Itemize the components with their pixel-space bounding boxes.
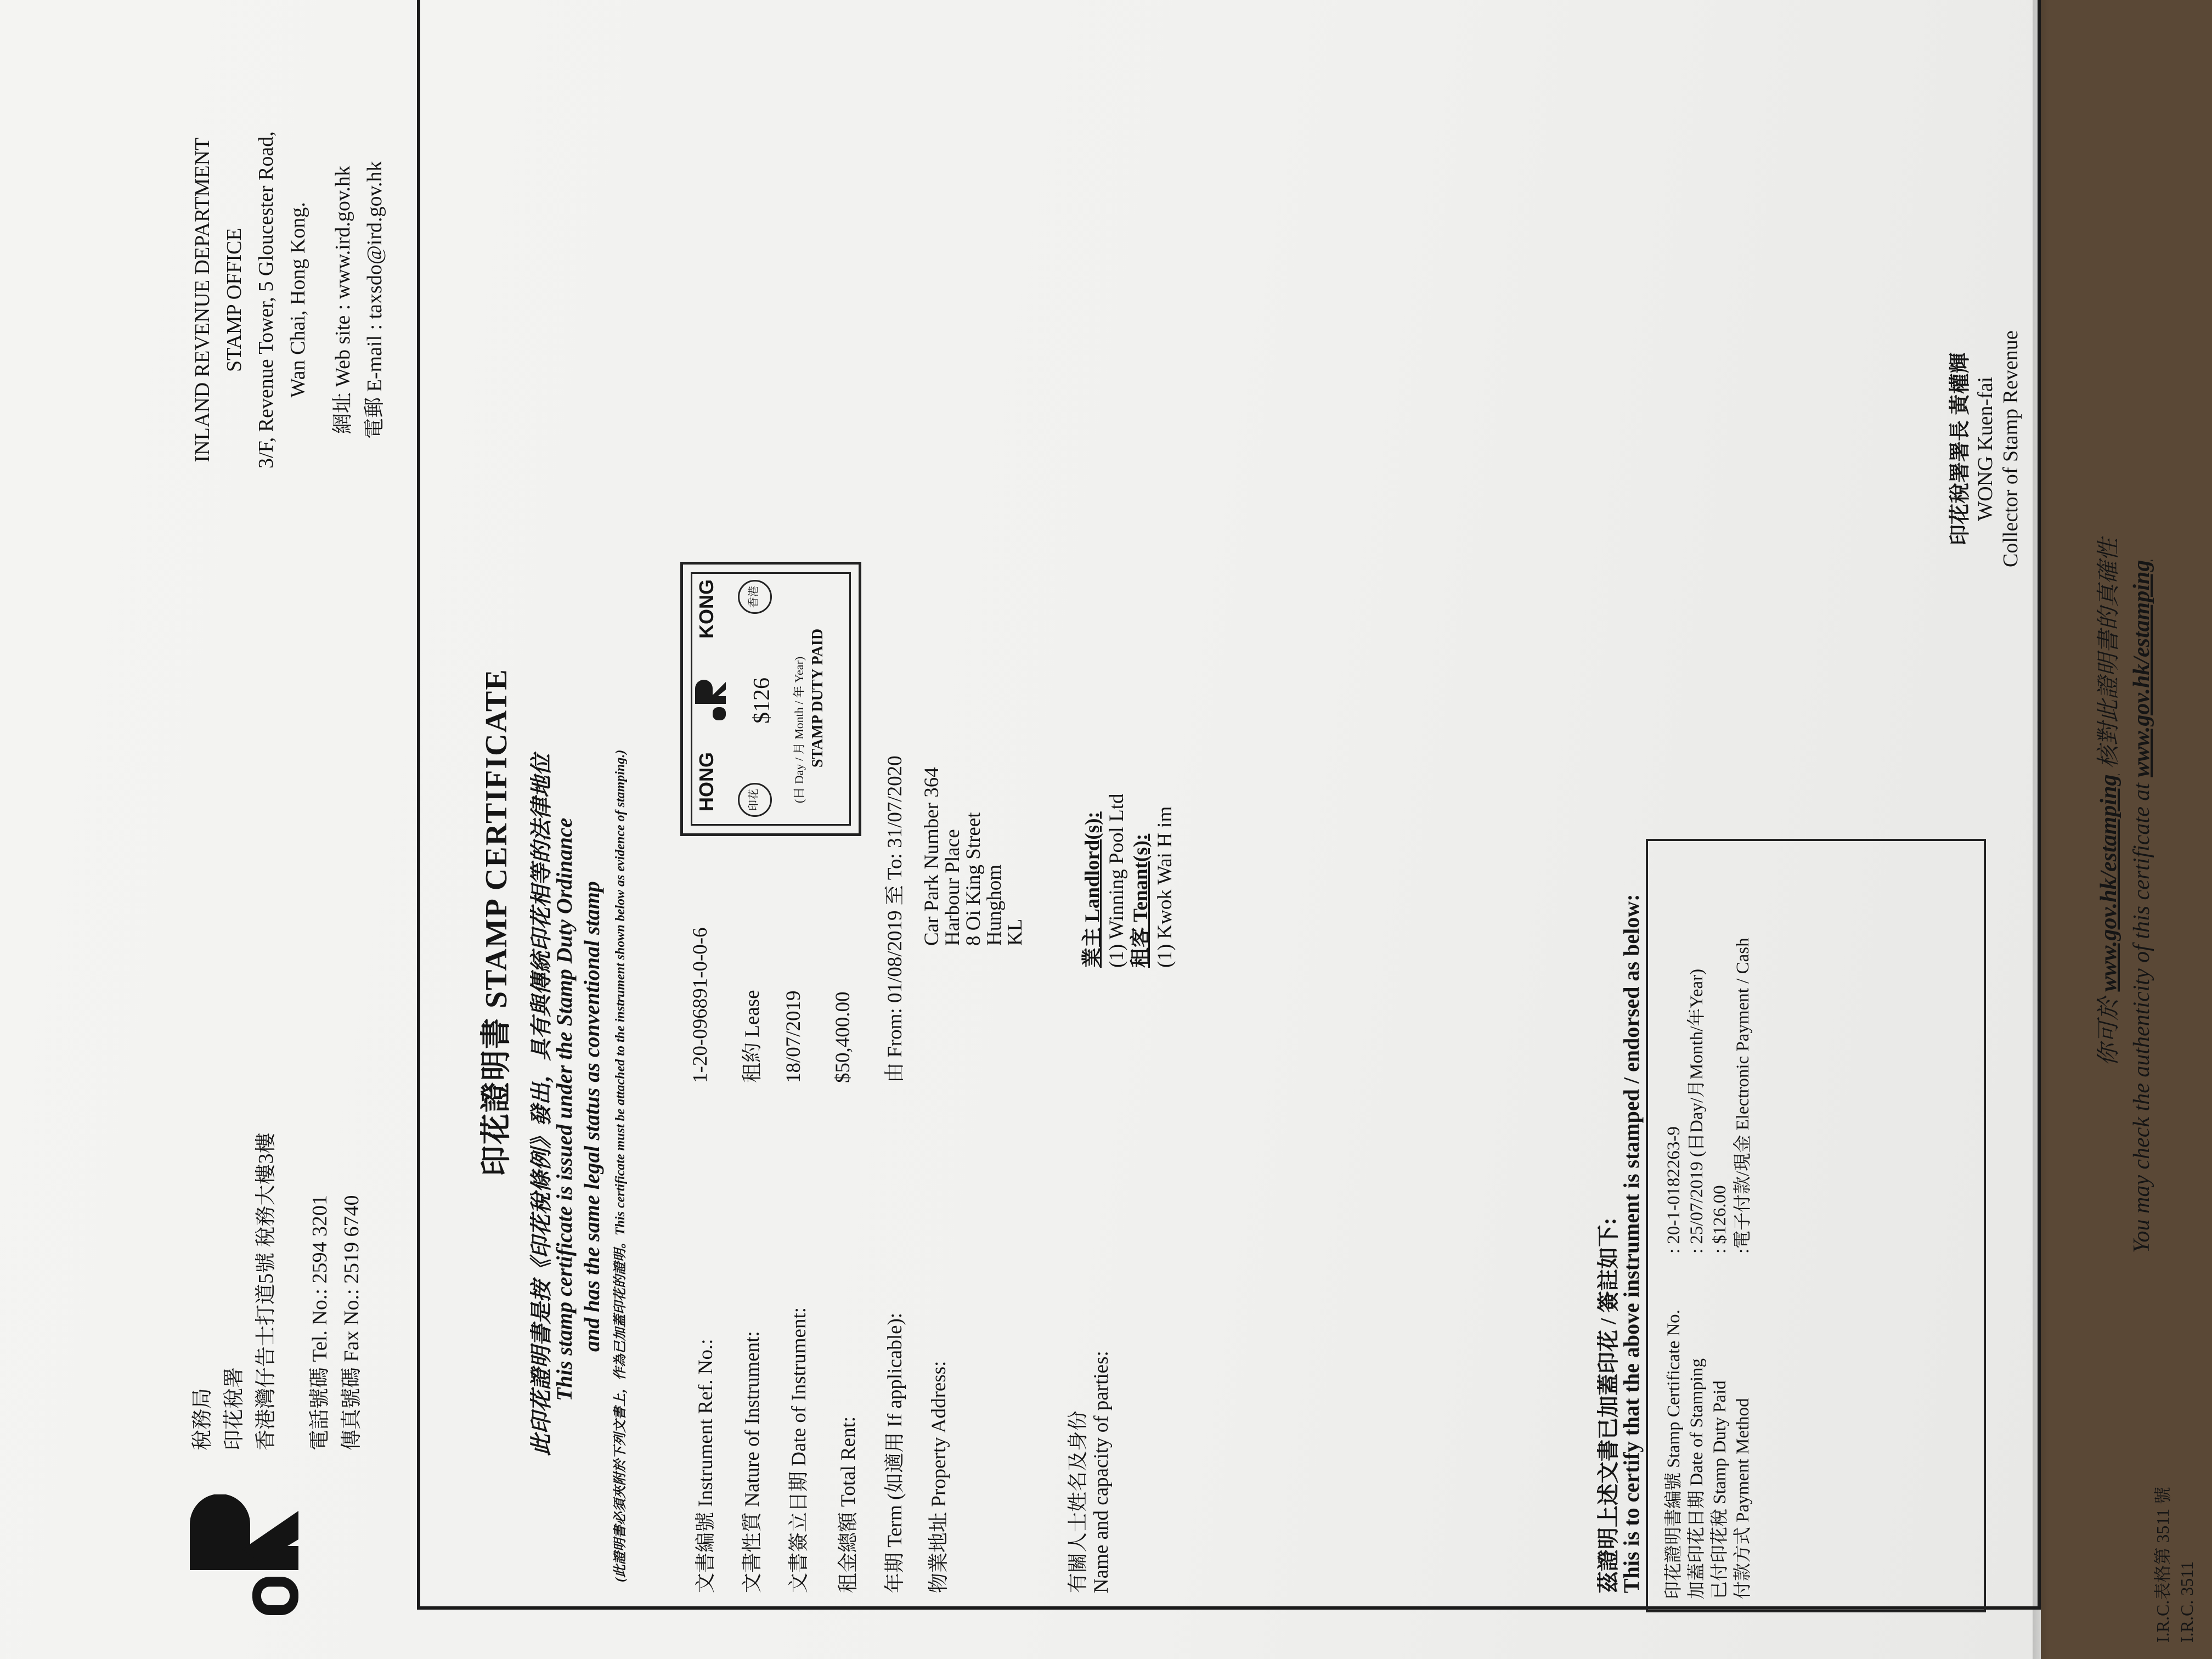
cert-value-date: : 25/07/2019 (日Day/月Month/年Year) [1687, 968, 1707, 1254]
dept-cn-line-3: 香港灣仔告士打道5號 稅務大樓3樓 [255, 1132, 278, 1451]
field-label-ref: 文書編號 Instrument Ref. No.: [695, 1339, 717, 1593]
cert-values [1662, 938, 1754, 1254]
certify-cn: 茲證明上述文書已加蓋印花 / 簽註如下: [1596, 1217, 1621, 1593]
cert-label-method: 付款方式 Payment Method [1733, 1398, 1753, 1599]
field-label-address: 物業地址 Property Address: [928, 1361, 950, 1593]
certify-en: This is to certify that the above instrument is stamped / endorsed as below: [1619, 894, 1644, 1593]
cert-label-date: 加蓋印花日期 Date of Stamping [1687, 1358, 1707, 1599]
cert-value-paid: : $126.00 [1710, 1185, 1730, 1254]
parties-label-en: Name and capacity of parties: [1090, 1351, 1113, 1593]
certificate-title: 印花證明書 STAMP CERTIFICATE [479, 668, 514, 1176]
field-value-ref: 1-20-096891-0-0-6 [689, 927, 712, 1083]
website-line: 網址 Web site : www.ird.gov.hk [331, 166, 354, 435]
address-line-5: KL [1004, 918, 1026, 946]
landlord-entry: (1) Winning Pool Ltd [1105, 793, 1128, 968]
fax-line: 傳真號碼 Fax No.: 2519 6740 [340, 1195, 363, 1451]
intro-cn: 此印花證明書是按《印花稅條例》發出，具有與傳統印花相等的法律地位 [529, 754, 554, 1456]
parties-label-cn: 有關人士姓名及身份 [1067, 1410, 1090, 1593]
address-line-3: 8 Oi King Street [962, 812, 985, 946]
stamp-hong: HONG [695, 752, 718, 811]
dept-cn-line-1: 稅務局 [191, 1387, 214, 1451]
field-value-rent: $50,400.00 [832, 991, 854, 1083]
footer-cn-prefix: 你可於 [2096, 997, 2121, 1066]
field-label-rent: 租金總額 Total Rent: [837, 1416, 860, 1593]
dept-en-line-1: INLAND REVENUE DEPARTMENT [191, 137, 214, 462]
footer-en-link[interactable]: www.gov.hk/estamping [2129, 560, 2154, 777]
field-label-term: 年期 Term (如適用 If applicable): [884, 1312, 906, 1593]
signature-title-cn: 印花稅署署長 黃權輝 [1949, 352, 1972, 545]
signature-title-en: Collector of Stamp Revenue [1999, 330, 2022, 567]
dept-en-line-4: Wan Chai, Hong Kong. [286, 202, 309, 398]
footer-cn [2090, 538, 2123, 1066]
tel-line: 電話號碼 Tel. No.: 2594 3201 [308, 1195, 331, 1451]
cert-value-no: : 20-1-0182263-9 [1664, 1126, 1684, 1254]
form-number [2151, 1487, 2199, 1643]
footer-en [2129, 560, 2155, 1253]
header-left [187, 1132, 368, 1451]
stamp-ir-icon [693, 674, 728, 724]
header-right [187, 131, 391, 469]
parties-label [1067, 1351, 1113, 1593]
property-address [922, 767, 1026, 946]
address-line-4: Hunghom [983, 865, 1006, 946]
dept-en-line-3: 3/F, Revenue Tower, 5 Gloucester Road, [255, 131, 278, 469]
field-value-term: 由 From: 01/08/2019 至 To: 31/07/2020 [884, 755, 906, 1083]
stamp-kong: KONG [695, 579, 718, 639]
tenant-heading: 租客 Tenant(s): [1130, 833, 1152, 968]
stamp-seal-right: 香港 [738, 580, 772, 614]
signature-block [1948, 330, 2023, 567]
field-label-date: 文書簽立日期 Date of Instrument: [788, 1307, 810, 1593]
footer-cn-suffix: 核對此證明書的真確性 [2096, 538, 2121, 769]
address-line-1: Car Park Number 364 [921, 767, 943, 946]
cert-label-paid: 已付印花稅 Stamp Duty Paid [1710, 1380, 1730, 1599]
ird-logo-icon [181, 1494, 307, 1621]
footer-cn-link[interactable]: www.gov.hk/estamping [2096, 774, 2121, 992]
form-number-en: I.R.C. 3511 [2177, 1561, 2197, 1643]
field-label-nature: 文書性質 Nature of Instrument: [741, 1331, 764, 1593]
form-number-cn: I.R.C.表格第 3511 號 [2153, 1486, 2172, 1643]
attach-note: (此證明書必須夾附於下列文書上，作為已加蓋印花的證明。This certificate must be attached to the instrument shown below as evidence of stamping.) [613, 749, 628, 1582]
dept-en-line-2: STAMP OFFICE [223, 228, 246, 372]
tenant-entry: (1) Kwok Wai H im [1154, 806, 1176, 968]
footer-en-prefix: You may check the authenticity of this certificate at [2129, 783, 2154, 1253]
stamp-seal-left: 印花 [738, 783, 772, 817]
cert-labels [1662, 1310, 1754, 1599]
dept-cn-line-2: 印花稅署 [223, 1367, 246, 1451]
parties-list [1081, 794, 1177, 968]
intro-en-2: and has the same legal status as conventional stamp [579, 881, 604, 1352]
signature-name-en: WONG Kuen-fai [1974, 376, 1997, 521]
intro-en-1: This stamp certificate is issued under the Stamp Duty Ordinance [552, 817, 577, 1401]
stamp-duty-paid-label: STAMP DUTY PAID [809, 628, 826, 768]
stamp-duty-paid-seal [680, 562, 861, 836]
email-line: 電郵 E-mail : taxsdo@ird.gov.hk [363, 161, 386, 439]
cert-label-no: 印花證明書編號 Stamp Certificate No. [1664, 1310, 1684, 1599]
date-hint: (日 Day / 月 Month / 年 Year) [792, 656, 806, 803]
field-value-date: 18/07/2019 [782, 990, 805, 1083]
field-value-nature: 租約 Lease [741, 990, 764, 1083]
stamp-amount: $126 [749, 678, 775, 724]
stamp-certificate-box [1646, 839, 1986, 1612]
cert-value-method: :電子付款/現金 Electronic Payment / Cash [1733, 938, 1753, 1254]
landlord-heading: 業主 Landlord(s): [1081, 811, 1104, 968]
address-line-2: Harbour Place [941, 829, 964, 946]
